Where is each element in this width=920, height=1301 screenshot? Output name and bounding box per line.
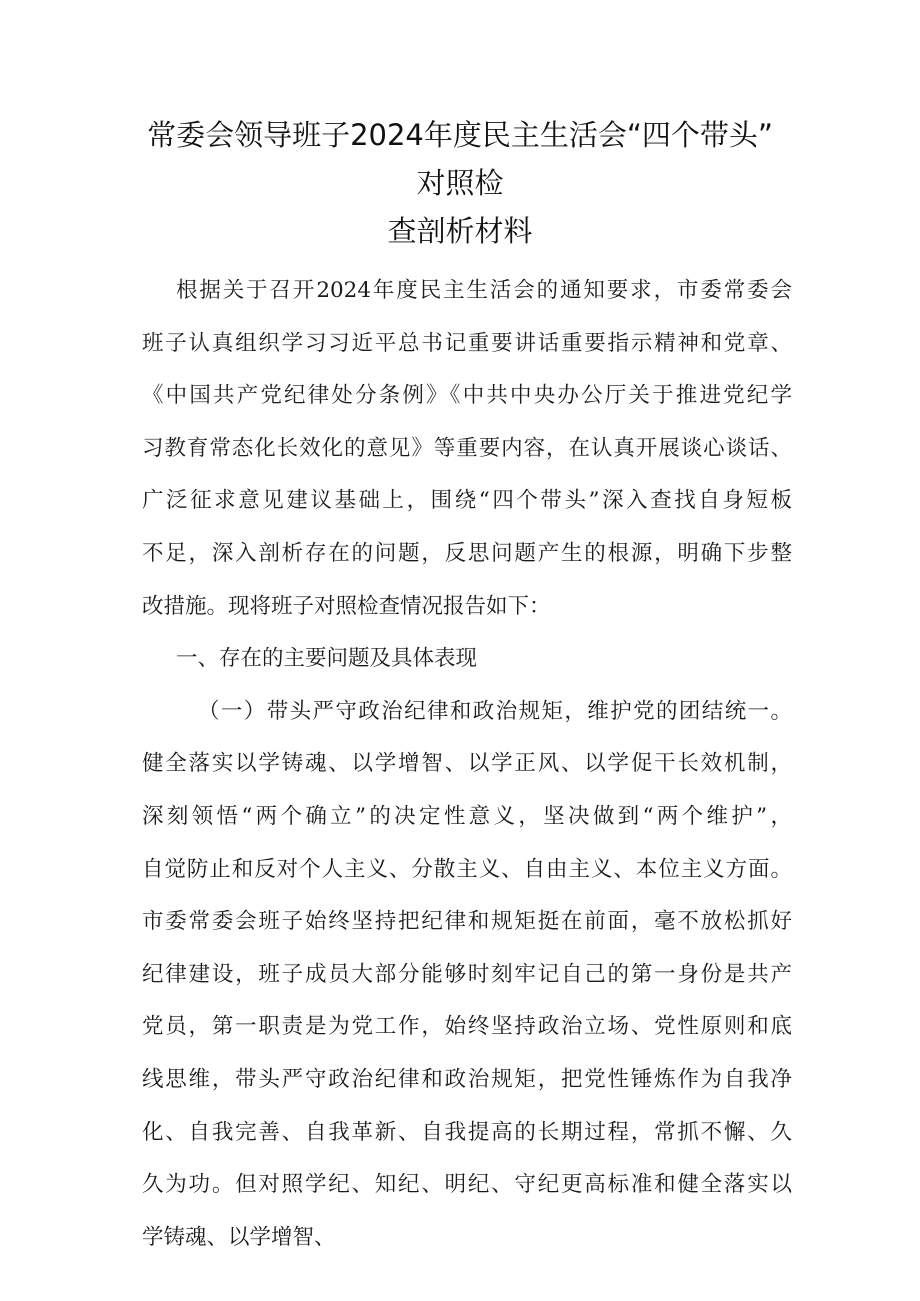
body-line: 化、自我完善、自我革新、自我提高的长期过程，常抓不懈、久 — [142, 1119, 792, 1145]
body-line: 根据关于召开2024年度民主生活会的通知要求，市委常委会 — [176, 278, 792, 303]
document-title-line-2: 对照检 — [416, 166, 504, 200]
subsection-heading: （一）带头严守政治纪律和政治规矩，维护党的团结统一。 — [198, 698, 792, 724]
document-title-line-1: 常委会领导班子2024年度民主生活会“四个带头” — [147, 118, 773, 152]
body-line: 《中国共产党纪律处分条例》《中共中央办公厅关于推进党纪学 — [142, 383, 792, 409]
document-title-line-3: 查剖析材料 — [387, 214, 533, 248]
body-line: 久为功。但对照学纪、知纪、明纪、守纪更高标准和健全落实以 — [142, 1172, 792, 1198]
section-heading: 一、存在的主要问题及具体表现 — [176, 646, 478, 672]
body-line: 习教育常态化长效化的意见》等重要内容，在认真开展谈心谈话、 — [142, 435, 792, 461]
body-line: 自觉防止和反对个人主义、分散主义、自由主义、本位主义方面。 — [142, 856, 792, 882]
body-line: 健全落实以学铸魂、以学增智、以学正风、以学促干长效机制， — [142, 751, 792, 777]
document-body — [142, 265, 792, 1264]
body-line: 改措施。现将班子对照检查情况报告如下： — [142, 593, 551, 619]
body-line: 班子认真组织学习习近平总书记重要讲话重要指示精神和党章、 — [142, 330, 792, 356]
body-line: 学铸魂、以学增智、 — [142, 1224, 336, 1250]
body-line: 深刻领悟“两个确立”的决定性意义，坚决做到“两个维护”， — [142, 803, 792, 829]
body-line: 线思维，带头严守政治纪律和政治规矩，把党性锤炼作为自我净 — [142, 1066, 792, 1092]
body-line: 党员，第一职责是为党工作，始终坚持政治立场、党性原则和底 — [142, 1014, 792, 1040]
body-line: 市委常委会班子始终坚持把纪律和规矩挺在前面，毫不放松抓好 — [142, 909, 792, 935]
body-line: 纪律建设，班子成员大部分能够时刻牢记自己的第一身份是共产 — [142, 961, 792, 987]
body-line: 广泛征求意见建议基础上，围绕“四个带头”深入查找自身短板 — [142, 488, 792, 514]
body-line: 不足，深入剖析存在的问题，反思问题产生的根源，明确下步整 — [142, 540, 792, 566]
